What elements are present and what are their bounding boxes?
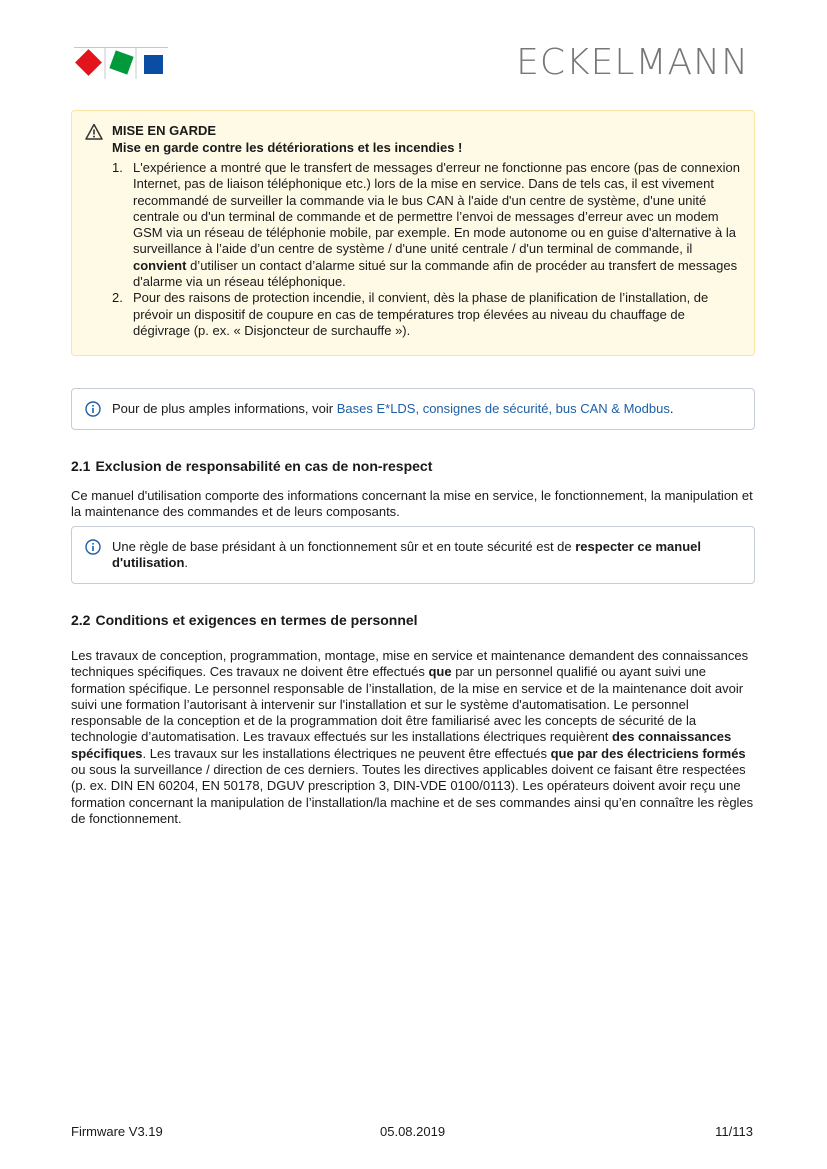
body-text: . Les travaux sur les installations électriques ne peuvent être effectués xyxy=(142,745,551,761)
brand-wordmark: ECKELMANN xyxy=(516,42,749,83)
body-emphasis: que xyxy=(428,664,452,680)
warning-panel xyxy=(71,110,755,356)
section-heading xyxy=(71,612,418,628)
info-icon xyxy=(85,539,101,555)
warning-title: MISE EN GARDE xyxy=(112,123,217,138)
body-emphasis: des connaissances spécifiques xyxy=(71,729,732,761)
reference-link[interactable]: Bases E*LDS, consignes de sécurité, bus CAN & Modbus xyxy=(336,401,670,416)
warning-list xyxy=(112,160,744,339)
info-text-emphasis: respecter ce manuel d'utilisation xyxy=(112,539,701,571)
info-text-start: Pour de plus amples informations, voir xyxy=(112,401,337,416)
warning-list-item xyxy=(112,290,744,339)
section-heading xyxy=(71,458,432,474)
section-body xyxy=(71,648,761,827)
body-text: par un personnel qualifié ou ayant suivi une formation spécifique. Le personnel responsable de l’installation, de la mise en service et de la maintenance doit avoir suivi une formation l’autorisant à intervenir sur l'installation et sur le système d'automatisation. Le personnel responsable de la conception et de la programmation doit être familiarisé avec les concepts de sécurité de la technologie d’automatisation. Les travaux effectués sur les installations électriques requièrent xyxy=(71,664,744,745)
list-number: 1. xyxy=(112,160,123,175)
info-icon xyxy=(85,401,101,417)
warning-item-text: L'expérience a montré que le transfert de messages d'erreur ne fonctionne pas encore (pas de connexion Internet, pas de liaison téléphonique etc.) lors de la mise en service. Dans de tels cas, il est vivement recommandé de surveiller la commande via le bus CAN à l'aide d'un centre de système, d'une unité centrale ou d'un terminal de commande et de permettre l’envoi de messages d’erreur avec un modem GSM via un réseau de téléphonie mobile, par exemple. En mode autonome ou en guise d'alternative à la surveillance à l’aide d’un centre de système / d'une unité centrale / d'un terminal de commande, il xyxy=(133,160,740,257)
footer-firmware: Firmware V3.19 xyxy=(71,1124,163,1139)
footer-date: 05.08.2019 xyxy=(380,1124,446,1139)
warning-item-text-end: d’utiliser un contact d’alarme situé sur la commande afin de procéder au transfert de messages d'alarme via un réseau téléphonique. xyxy=(133,257,738,290)
body-emphasis: que par des électriciens formés xyxy=(550,745,746,761)
body-text: ou sous la surveillance / direction de ces derniers. Toutes les directives applicables doivent ce faisant être respectées (p. ex. DIN EN 60204, EN 50178, DGUV prescription 3, DIN-VDE 0100/0113). Les opérateurs doivent avoir reçu une formation concernant la manipulation de l’installation/la machine et de ses commandes ainsi qu’en connaître les règles de fonctionnement. xyxy=(71,762,754,826)
warning-icon xyxy=(85,123,103,141)
warning-subtitle: Mise en garde contre les détériorations et les incendies ! xyxy=(112,140,463,155)
warning-item-emphasis: convient xyxy=(133,257,187,273)
info-text xyxy=(112,401,744,417)
info-text xyxy=(112,539,744,572)
info-panel-rule xyxy=(71,526,755,584)
section-title: Conditions et exigences en termes de personnel xyxy=(95,612,418,628)
info-text-end: . xyxy=(669,401,674,416)
footer-page-number: 11/113 xyxy=(715,1124,753,1139)
section-number: 2.1 xyxy=(71,458,91,474)
info-text-end: . xyxy=(184,555,189,571)
company-logo-marks xyxy=(74,47,168,79)
warning-list-item xyxy=(112,160,744,290)
info-panel-reference xyxy=(71,388,755,430)
list-number: 2. xyxy=(112,290,123,306)
warning-item-text: Pour des raisons de protection incendie, il convient, dès la phase de planification de l’installation, de prévoir un dispositif de coupure en cas de températures trop élevées au niveau du chauffage de dégivrage (p. ex. « Disjoncteur de surchauffe »). xyxy=(133,290,709,338)
section-title: Exclusion de responsabilité en cas de non-respect xyxy=(95,458,433,474)
section-body: Ce manuel d'utilisation comporte des informations concernant la mise en service, le fonctionnement, la manipulation et la maintenance des commandes et de leurs composants. xyxy=(71,488,753,520)
body-text: Les travaux de conception, programmation, montage, mise en service et maintenance demandent des connaissances techniques spécifiques. Ces travaux ne doivent être effectués xyxy=(71,648,749,680)
section-number: 2.2 xyxy=(71,612,91,628)
info-text-start: Une règle de base présidant à un fonctionnement sûr et en toute sécurité est de xyxy=(112,539,576,554)
